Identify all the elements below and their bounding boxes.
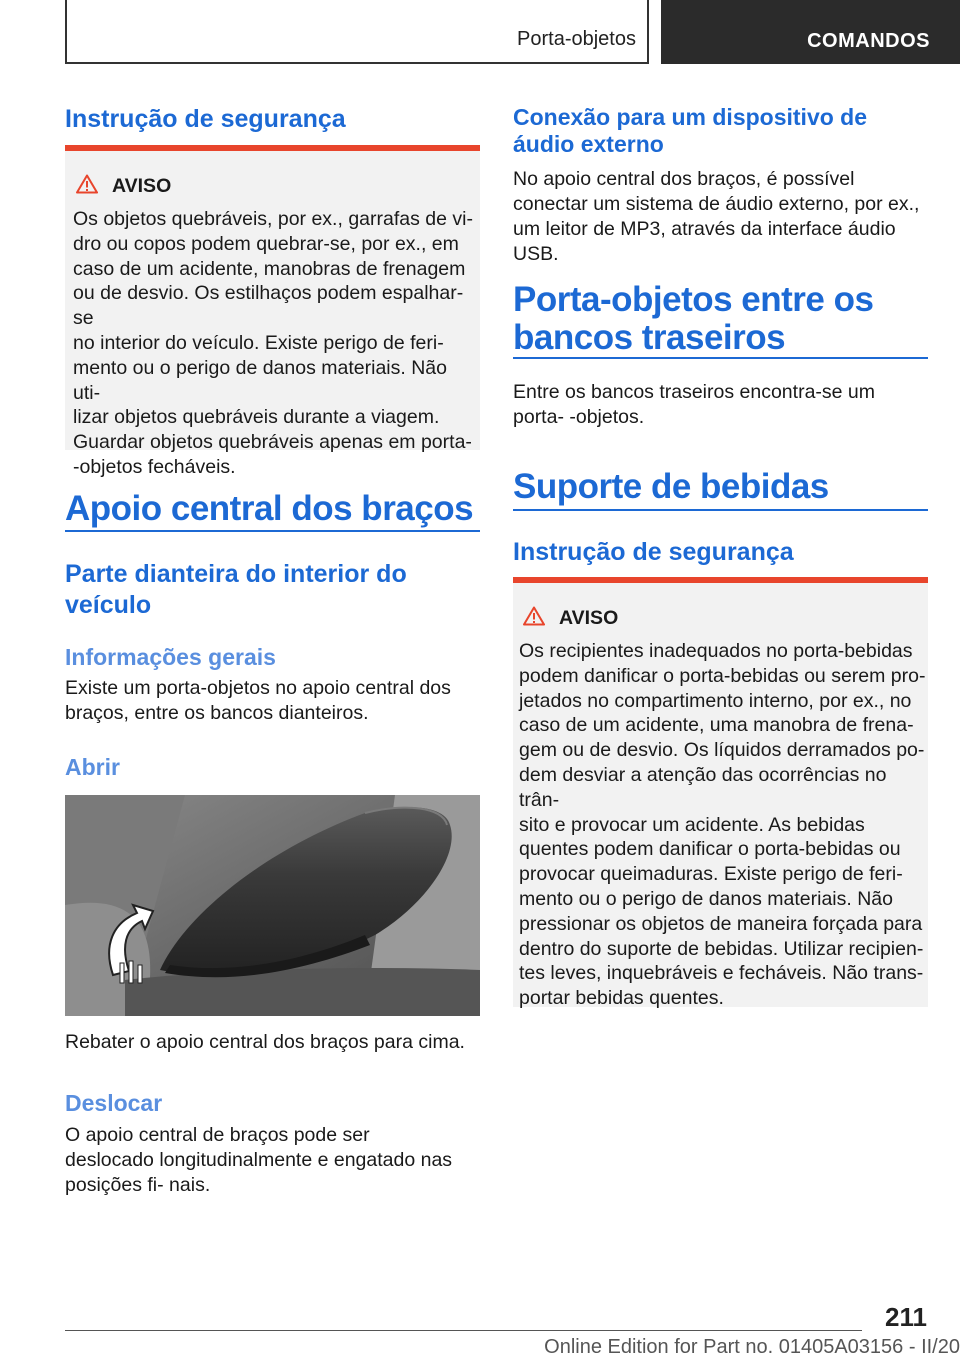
safety-heading-right: Instrução de segurança — [513, 538, 794, 566]
armrest-rule — [65, 530, 480, 532]
footer-rule — [65, 1330, 862, 1331]
warning-triangle-icon — [76, 174, 98, 194]
armrest-illustration — [65, 795, 480, 1016]
warning-box-right — [513, 583, 928, 1010]
general-info-heading: Informações gerais — [65, 644, 276, 670]
edition-note: Online Edition for Part no. 01405A03156 - II/20 — [544, 1336, 960, 1358]
photo-caption: Rebater o apoio central dos braços para cima. — [65, 1031, 465, 1053]
rear-storage-text: Entre os bancos traseiros encontra-se um porta- -objetos. — [513, 381, 876, 428]
open-heading: Abrir — [65, 754, 120, 780]
warning-box-left — [65, 151, 480, 478]
running-header-section: Porta-objetos — [517, 28, 636, 50]
page-number: 211 — [885, 1302, 927, 1332]
warning-text: Os objetos quebráveis, por ex., garrafas de vi‐ dro ou copos podem quebrar-se, por ex., em caso de um acidente, manobras de frenagem ou de desvio. Os estilhaços podem espalhar-se no interior do veículo. Existe perigo de feri‐ mento ou o perigo de danos materiais. Não uti‐ lizar objetos quebráveis durante a viagem. Guardar objetos quebráveis apenas em porta- -objetos fecháveis. — [73, 208, 473, 478]
header-underline — [65, 62, 649, 64]
move-heading: Deslocar — [65, 1090, 163, 1116]
header-divider-left — [65, 0, 67, 64]
chapter-tab — [661, 0, 960, 64]
general-info-text: Existe um porta-objetos no apoio central dos braços, entre os bancos dianteiros. — [65, 677, 451, 724]
armrest-heading: Apoio central dos braços — [65, 489, 474, 528]
audio-heading: Conexão para um dispositivo de áudio externo — [513, 104, 868, 157]
move-text: O apoio central de braços pode ser deslocado longitudinalmente e engatado nas posições fi‐ nais. — [65, 1124, 453, 1196]
cup-holder-rule — [513, 509, 928, 511]
header-divider-mid — [647, 0, 649, 64]
cup-holder-heading: Suporte de bebidas — [513, 467, 829, 506]
chapter-tab-label: COMANDOS — [807, 30, 930, 52]
safety-heading-left: Instrução de segurança — [65, 105, 346, 133]
front-interior-heading: Parte dianteira do interior do veículo — [65, 560, 407, 619]
rear-storage-rule — [513, 357, 928, 359]
warning-title: AVISO — [559, 607, 619, 629]
warning-title: AVISO — [112, 175, 172, 197]
armrest-photo — [65, 795, 480, 1016]
rear-storage-heading: Porta-objetos entre os bancos traseiros — [513, 280, 874, 357]
warning-text: Os recipientes inadequados no porta-bebidas podem danificar o porta-bebidas ou serem pro‐ jetados no compartimento interno, por ex., no caso de um acidente, uma manobra de frena‐ gem ou de desvio. Os líquidos derramados po‐ dem desviar a atenção das ocorrências no trân‐ sito e provocar um acidente. As bebidas quentes podem danificar o porta-bebidas ou provocar queimaduras. Existe perigo de feri‐ mento ou o perigo de danos materiais. Não pressionar os objetos de maneira forçada para dentro do suporte de bebidas. Utilizar recipien‐ tes leves, inquebráveis e fecháveis. Não trans‐ portar bebidas quentes. — [519, 640, 926, 1010]
audio-text: No apoio central dos braços, é possível conectar um sistema de áudio externo, por ex., um leitor de MP3, através da interface áudio USB. — [513, 168, 920, 265]
warning-triangle-icon — [523, 606, 545, 626]
